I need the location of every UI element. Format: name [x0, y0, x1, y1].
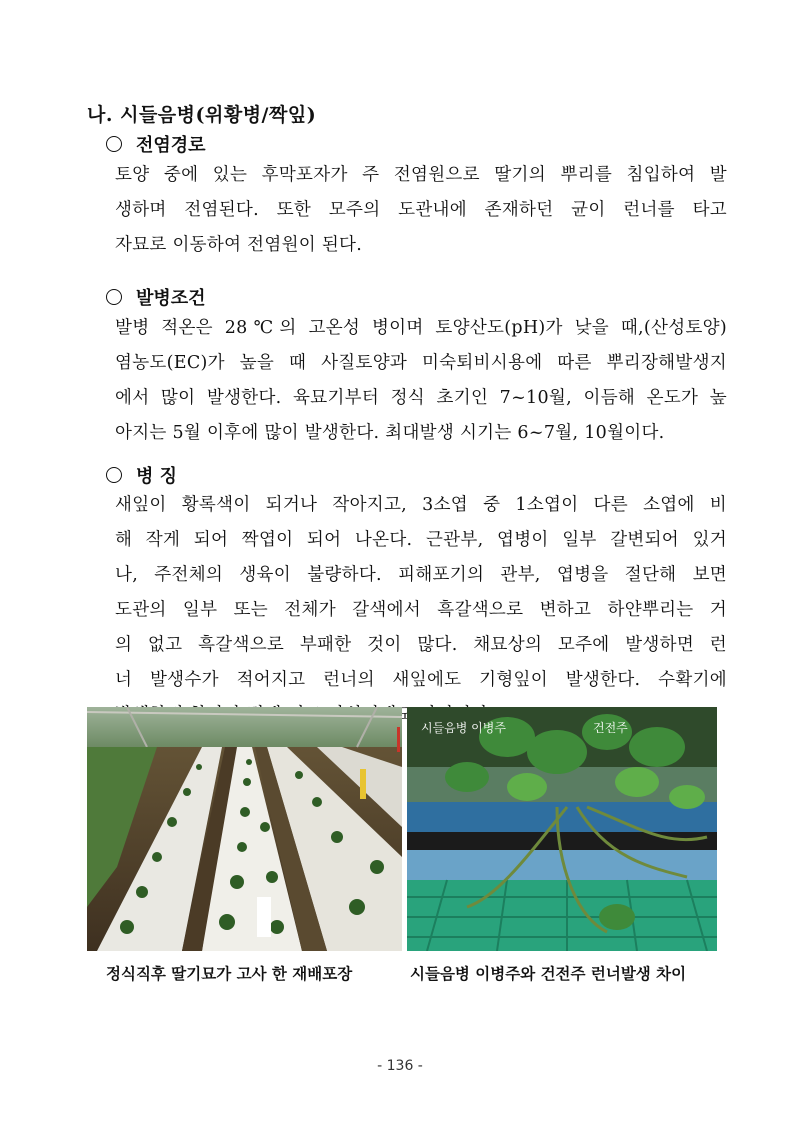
text-line: 토양 중에 있는 후막포자가 주 전염원으로 딸기의 뿌리를 침입하여 발 — [115, 165, 727, 185]
circle-bullet-icon — [106, 467, 122, 483]
text-line: 나, 주전체의 생육이 불량하다. 피해포기의 관부, 엽병을 절단해 보면 — [115, 565, 727, 585]
text-line: 너 발생수가 적어지고 런너의 새잎에도 기형잎이 발생한다. 수확기에 — [115, 670, 727, 690]
text-line: 해 작게 되어 짝엽이 되어 나온다. 근관부, 엽병이 일부 갈변되어 있거 — [115, 530, 727, 550]
photo-caption-right: 시들음병 이병주와 건전주 런너발생 차이 — [410, 964, 687, 983]
text-line: 발병 적온은 28℃의 고온성 병이며 토양산도(pH)가 낮을 때,(산성토양) — [115, 318, 727, 338]
runner-photo-illustration — [407, 707, 717, 951]
text-line: 에서 많이 발생한다. 육묘기부터 정식 초기인 7~10월, 이듬해 온도가 높 — [115, 388, 727, 408]
text-line: 자묘로 이동하여 전염원이 된다. — [115, 235, 363, 255]
text-line: 도관의 일부 또는 전체가 갈색에서 흑갈색으로 변하고 하얀뿌리는 거 — [115, 600, 727, 620]
paragraph-infection-route — [115, 158, 727, 263]
circle-bullet-icon — [106, 289, 122, 305]
text-line: 염농도(EC)가 높을 때 사질토양과 미숙퇴비시용에 따른 뿌리장해발생지 — [115, 353, 727, 373]
text-line: 아지는 5월 이후에 많이 발생한다. 최대발생 시기는 6~7월, 10월이다. — [115, 423, 665, 443]
paragraph-symptoms — [115, 488, 727, 733]
photo-caption-left: 정식직후 딸기묘가 고사 한 재배포장 — [106, 964, 353, 983]
label-diseased-plant: 시들음병 이병주 — [421, 721, 506, 735]
paragraph-conditions — [115, 311, 727, 451]
field-photo-illustration — [87, 707, 402, 951]
page-number: - 136 - — [377, 1058, 423, 1074]
text-line: 생하며 전염된다. 또한 모주의 도관내에 존재하던 균이 런너를 타고 — [115, 200, 727, 220]
photo-runner-comparison — [407, 707, 717, 951]
subsection-title-conditions: 발병조건 — [106, 284, 206, 310]
circle-bullet-icon — [106, 136, 122, 152]
subsection-title-infection-route: 전염경로 — [106, 131, 206, 157]
text-line: 새잎이 황록색이 되거나 작아지고, 3소엽 중 1소엽이 다른 소엽에 비 — [115, 495, 727, 515]
section-heading: 나. 시들음병(위황병/짝잎) — [87, 104, 317, 126]
subsection-title-symptoms: 병 징 — [106, 462, 177, 488]
photo-field-withered-seedlings — [87, 707, 402, 951]
text-line: 의 없고 흑갈색으로 부패한 것이 많다. 채묘상의 모주에 발생하면 런 — [115, 635, 727, 655]
label-healthy-plant: 건전주 — [593, 721, 628, 735]
